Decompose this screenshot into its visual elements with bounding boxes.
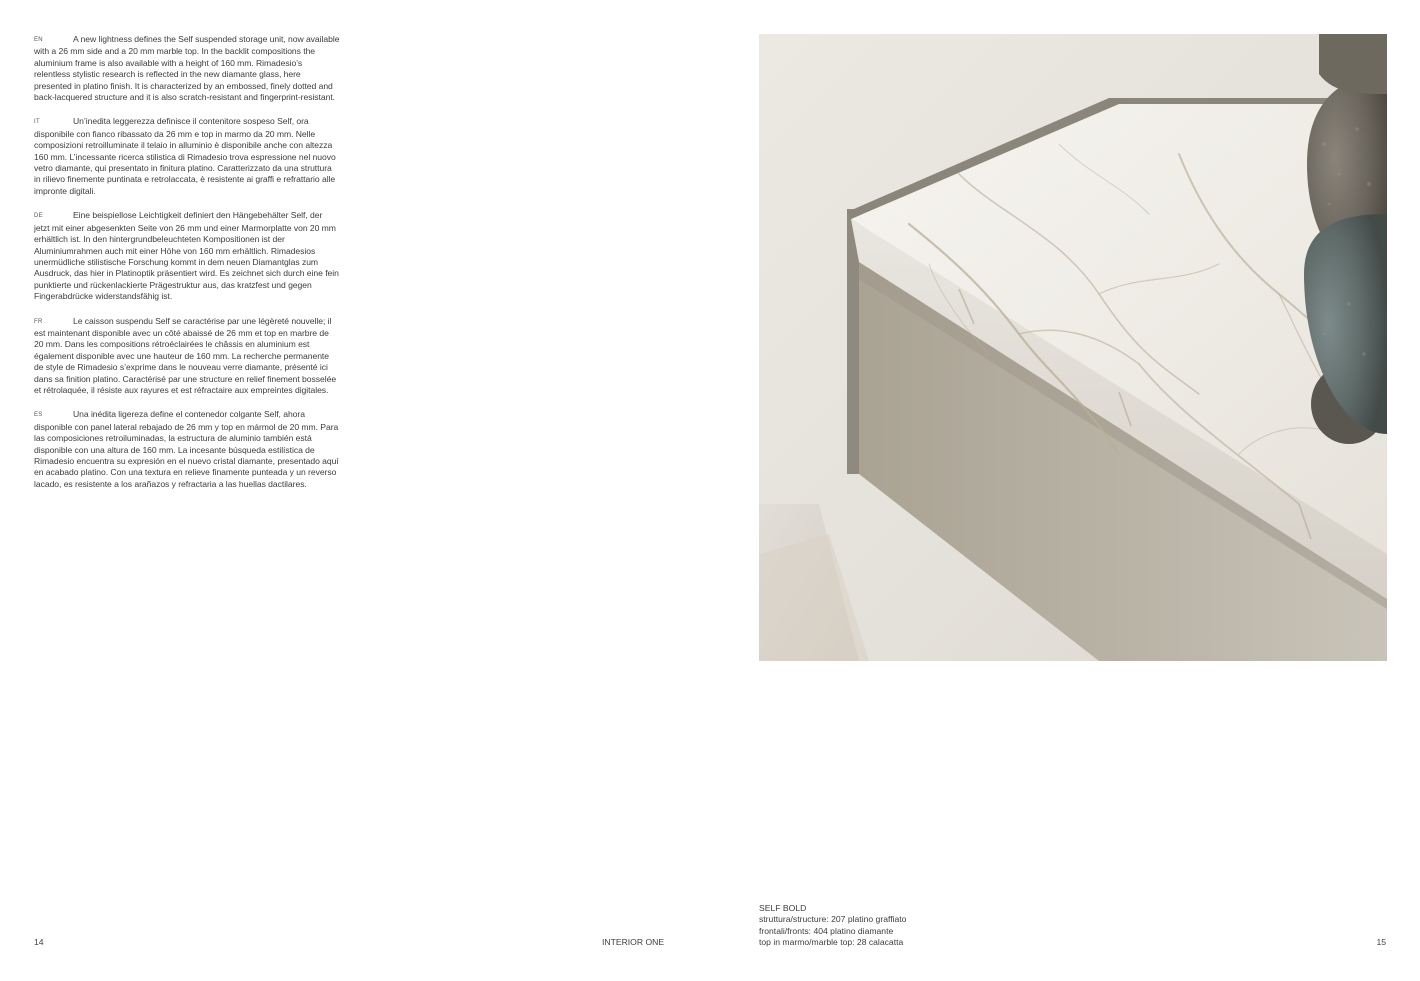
language-code: DE bbox=[34, 213, 43, 220]
paragraph-text: A new lightness defines the Self suspended storage unit, now available with a 26 mm side and a 20 mm marble top. In the backlit compositions the aluminium frame is also available with a height of 160 mm. Rimadesio’s relentless stylistic research is reflected in the new diamante glass, here presented in platino finish. It is characterized by an embossed, finely dotted and back-lacquered structure and it is also scratch-resistant and fingerprint-resistant. bbox=[34, 34, 340, 103]
paragraph-fr bbox=[34, 316, 340, 397]
caption-product: SELF BOLD bbox=[759, 903, 807, 913]
marble-cabinet-illustration bbox=[759, 34, 1387, 661]
body-text-column bbox=[34, 34, 340, 503]
paragraph-en bbox=[34, 34, 340, 103]
paragraph-text: Eine beispiellose Leichtigkeit definiert den Hängebehälter Self, der jetzt mit einer abgesenkten Seite von 26 mm und einer Marmorplatte von 20 mm erhältlich ist. In den hintergrundbeleuchteten Kompositionen ist der Aluminiumrahmen auch mit einer Höhe von 160 mm erhältlich. Rimadesios unermüdliche stilistische Forschung kommt in dem neuen Diamantglas zum Ausdruck, das hier in Platinoptik präsentiert wird. Es zeichnet sich durch eine fein punktierte und rückenlackierte Prägestruktur aus, das kratzfest und gegen Fingerabdrücke widerstandsfähig ist. bbox=[34, 210, 339, 302]
language-code: FR bbox=[34, 318, 43, 325]
page-number-right: 15 bbox=[1376, 937, 1386, 947]
paragraph-de bbox=[34, 210, 340, 302]
paragraph-text: Una inédita ligereza define el contenedor colgante Self, ahora disponible con panel lateral rebajado de 26 mm y top en mármol de 20 mm. Para las composiciones retroiluminadas, la estructura de aluminio también está disponible con una altura de 160 mm. La incesante búsqueda estilística de Rimadesio encuentra su expresión en el nuevo cristal diamante, presentado aquí en acabado platino. Con una textura en relieve finamente punteada y un reverso lacado, es resistente a los arañazos y refractaria a las huellas dactilares. bbox=[34, 409, 339, 489]
photo-caption bbox=[759, 903, 906, 949]
caption-structure: struttura/structure: 207 platino graffiato bbox=[759, 914, 907, 925]
product-photo bbox=[759, 34, 1387, 661]
paragraph-text: Un’inedita leggerezza definisce il contenitore sospeso Self, ora disponibile con fianco ribassato da 26 mm e top in marmo da 20 mm. Nelle composizioni retroilluminate il telaio in alluminio è disponibile anche con altezza 160 mm. L’incessante ricerca stilistica di Rimadesio trova espressione nel nuovo vetro diamante, qui presentato in finitura platino. Caratterizzato da una struttura in rilievo finemente puntinata e retrolaccata, è resistente ai graffi e refrattario alle impronte digitali. bbox=[34, 116, 336, 196]
caption-fronts: frontali/fronts: 404 platino diamante bbox=[759, 925, 894, 936]
paragraph-es bbox=[34, 409, 340, 490]
language-code: ES bbox=[34, 412, 43, 419]
page-number-left: 14 bbox=[34, 937, 44, 947]
caption-top: top in marmo/marble top: 28 calacatta bbox=[759, 937, 904, 948]
language-code: EN bbox=[34, 37, 43, 43]
language-code: IT bbox=[34, 119, 40, 126]
paragraph-text: Le caisson suspendu Self se caractérise par une légèreté nouvelle; il est maintenant disponible avec un côté abaissé de 26 mm et top en marbre de 20 mm. Dans les compositions rétroéclairées le châssis en aluminium est également disponible avec une hauteur de 160 mm. La recherche permanente de style de Rimadesio s’exprime dans le nouveau verre diamante, présenté ici dans sa finition platino. Caractérisé par une structure en relief finement bosselée et rétrolaquée, il résiste aux rayures et est réfractaire aux empreintes digitales. bbox=[34, 315, 337, 395]
book-title: INTERIOR ONE bbox=[602, 937, 665, 947]
paragraph-it bbox=[34, 116, 340, 197]
